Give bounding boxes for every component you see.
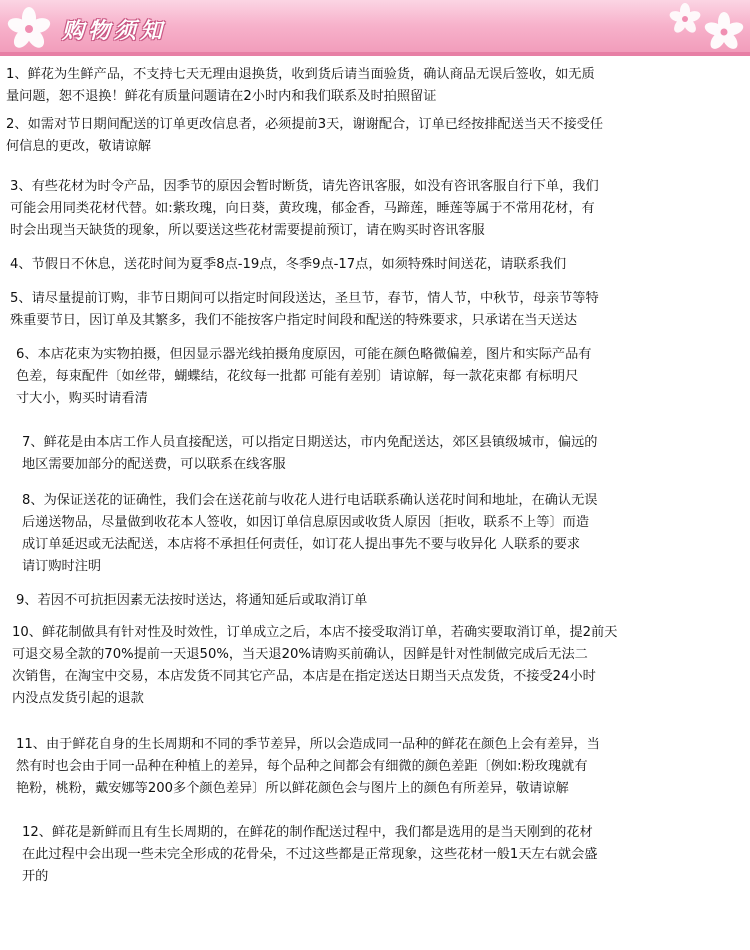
- notice-line: 可能会用同类花材代替。如:紫玫瑰，向日葵，黄玫瑰，郁金香，马蹄莲，睡莲等属于不常用花材，有: [10, 201, 595, 216]
- notice-line: 然有时也会由于同一品种在种植上的差异，每个品种之间都会有细微的颜色差距〔例如:粉玫瑰就有: [16, 759, 588, 774]
- notice-item: [10, 288, 599, 332]
- notice-line: 次销售，在淘宝中交易，本店发货不同其它产品，本店是在指定送达日期当天点发货，不接受24小时: [12, 669, 596, 684]
- notice-line: 4、节假日不休息，送花时间为夏季8点-19点，冬季9点-17点，如须特殊时间送花，请联系我们: [10, 257, 567, 272]
- page-title: 购物须知: [62, 19, 167, 44]
- notice-line: 1、鲜花为生鲜产品，不支持七天无理由退换货，收到货后请当面验货，确认商品无误后签收，如无质: [6, 67, 595, 82]
- notice-line: 内没点发货引起的退款: [12, 691, 144, 706]
- notice-line: 后递送物品，尽量做到收花本人签收，如因订单信息原因或收货人原因〔拒收，联系不上等〕而造: [22, 515, 590, 530]
- sakura-flower-icon: [704, 12, 744, 52]
- notice-item: [6, 114, 603, 158]
- notice-item: [22, 822, 597, 888]
- header-divider: [0, 52, 750, 56]
- sakura-flower-icon: [6, 6, 52, 52]
- notice-item: [10, 254, 566, 276]
- notice-line: 可退交易全款的70%提前一天退50%，当天退20%请购买前确认，因鲜是针对性制做完成后无法二: [12, 647, 588, 662]
- notice-item: [16, 344, 591, 410]
- notice-line: 时会出现当天缺货的现象，所以要送这些花材需要提前预订，请在购买时咨讯客服: [10, 223, 485, 238]
- notice-line: 量问题，恕不退换！鲜花有质量问题请在2小时内和我们联系及时拍照留证: [6, 89, 437, 104]
- notice-line: 成订单延迟或无法配送，本店将不承担任何责任，如订花人提出事先不要与收异化 人联系的要求: [22, 537, 581, 552]
- notice-item: [22, 490, 597, 578]
- notice-line: 10、鲜花制做具有针对性及时效性，订单成立之后，本店不接受取消订单，若确实要取消订单，提2前天: [12, 625, 618, 640]
- notice-line: 2、如需对节日期间配送的订单更改信息者，必须提前3天，谢谢配合，订单已经按排配送当天不接受任: [6, 117, 604, 132]
- notice-line: 8、为保证送花的证确性，我们会在送花前与收花人进行电话联系确认送花时间和地址，在确认无误: [22, 493, 598, 508]
- notice-line: 3、有些花材为时令产品，因季节的原因会暂时断货，请先咨讯客服，如没有咨讯客服自行下单，我们: [10, 179, 599, 194]
- notice-line: 在此过程中会出现一些未完全形成的花骨朵，不过这些都是正常现象，这些花材一般1天左右就会盛: [22, 847, 598, 862]
- notice-item: [6, 64, 595, 108]
- notice-line: 地区需要加部分的配送费，可以联系在线客服: [22, 457, 286, 472]
- notice-item: [22, 432, 597, 476]
- notice-line: 11、由于鲜花自身的生长周期和不同的季节差异，所以会造成同一品种的鲜花在颜色上会有差异，当: [16, 737, 600, 752]
- notice-item: [16, 590, 367, 612]
- notice-line: 开的: [22, 869, 49, 884]
- notice-line: 9、若因不可抗拒因素无法按时送达，将通知延后或取消订单: [16, 593, 368, 608]
- notice-line: 请订购时注明: [22, 559, 102, 574]
- sakura-flower-icon: [668, 2, 702, 36]
- notice-line: 寸大小，购买时请看清: [16, 391, 148, 406]
- notice-line: 7、鲜花是由本店工作人员直接配送，可以指定日期送达，市内免配送达，郊区县镇级城市，偏远的: [22, 435, 598, 450]
- notice-line: 艳粉，桃粉，戴安娜等200多个颜色差异〕所以鲜花颜色会与图片上的颜色有所差异，敬请谅解: [16, 781, 569, 796]
- notice-list: [0, 58, 750, 950]
- notice-line: 色差，每束配件〔如丝带，蝴蝶结，花纹每一批都 可能有差别〕请谅解，每一款花束都 有标明尺: [16, 369, 579, 384]
- notice-line: 何信息的更改，敬请谅解: [6, 139, 152, 154]
- notice-line: 6、本店花束为实物拍摄，但因显示器光线拍摄角度原因，可能在颜色略微偏差，图片和实际产品有: [16, 347, 592, 362]
- notice-line: 殊重要节日，因订单及其繁多，我们不能按客户指定时间段和配送的特殊要求，只承诺在当天送达: [10, 313, 578, 328]
- notice-line: 12、鲜花是新鲜而且有生长周期的，在鲜花的制作配送过程中，我们都是选用的是当天刚到的花材: [22, 825, 593, 840]
- notice-item: [12, 622, 617, 710]
- notice-item: [10, 176, 599, 242]
- header-banner: [0, 0, 750, 56]
- notice-line: 5、请尽量提前订购，非节日期间可以指定时间段送达，圣旦节，春节，情人节，中秋节，母亲节等特: [10, 291, 599, 306]
- notice-item: [16, 734, 600, 800]
